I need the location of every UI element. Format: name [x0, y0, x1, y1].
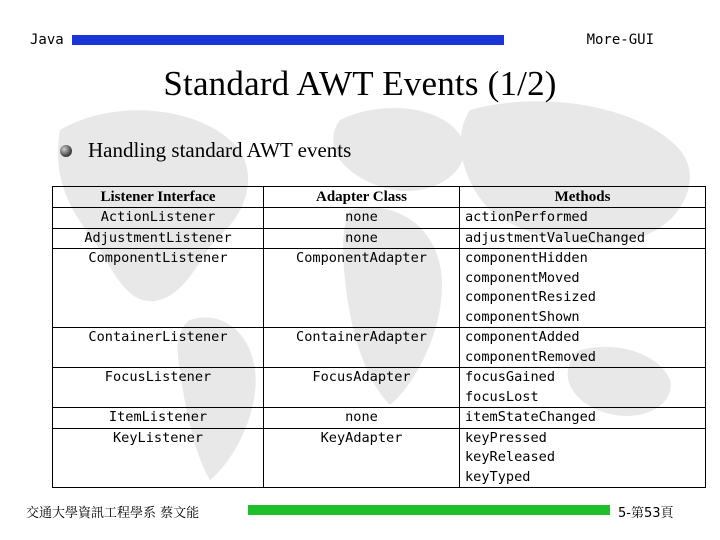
method-name: componentResized: [465, 289, 596, 305]
method-name: itemStateChanged: [465, 409, 596, 425]
listener-cell: ComponentListener: [53, 249, 264, 328]
adapter-cell: FocusAdapter: [264, 368, 460, 408]
adapter-cell: ContainerAdapter: [264, 328, 460, 368]
bullet-item: [60, 138, 351, 163]
header-adapter-class: Adapter Class: [264, 187, 460, 208]
adapter-cell: KeyAdapter: [264, 428, 460, 488]
adapter-cell: none: [264, 228, 460, 249]
header-bar: [72, 35, 504, 45]
header-methods: Methods: [460, 187, 706, 208]
method-name: keyReleased: [465, 449, 556, 465]
method-name: componentShown: [465, 308, 580, 325]
method-name: keyPressed: [465, 429, 547, 446]
listener-cell: KeyListener: [53, 428, 264, 488]
header-course-label: Java: [30, 32, 64, 48]
listener-cell: AdjustmentListener: [53, 228, 264, 249]
method-name: componentRemoved: [465, 348, 596, 365]
table-row: [53, 328, 706, 368]
method-name: focusLost: [465, 388, 539, 405]
method-name: actionPerformed: [465, 209, 588, 225]
adapter-cell: none: [264, 208, 460, 229]
methods-cell: [460, 428, 706, 488]
footer-bar: [248, 505, 610, 515]
table-header-row: [53, 187, 706, 208]
methods-cell: [460, 368, 706, 408]
method-name: componentHidden: [465, 250, 588, 266]
methods-cell: [460, 408, 706, 429]
table-row: [53, 368, 706, 408]
methods-cell: [460, 249, 706, 328]
listener-cell: ActionListener: [53, 208, 264, 229]
methods-cell: [460, 208, 706, 229]
methods-cell: [460, 328, 706, 368]
footer-page-number: 5-第53頁: [618, 506, 674, 521]
adapter-cell: none: [264, 408, 460, 429]
adapter-cell: ComponentAdapter: [264, 249, 460, 328]
bullet-icon: [60, 145, 72, 157]
header-listener-interface: Listener Interface: [53, 187, 264, 208]
listener-cell: ContainerListener: [53, 328, 264, 368]
table-row: [53, 249, 706, 328]
bullet-text: Handling standard AWT events: [88, 138, 352, 162]
footer-author: 交通大學資訊工程學系 蔡文能: [26, 506, 200, 521]
table-row: [53, 428, 706, 488]
table-row: [53, 408, 706, 429]
table-row: [53, 228, 706, 249]
method-name: keyTyped: [465, 468, 531, 485]
listener-cell: ItemListener: [53, 408, 264, 429]
awt-events-table: [52, 186, 706, 488]
header-topic-label: More-GUI: [586, 32, 654, 48]
slide-title: Standard AWT Events (1/2): [163, 64, 557, 103]
method-name: componentAdded: [465, 329, 580, 345]
method-name: adjustmentValueChanged: [465, 229, 646, 246]
methods-cell: [460, 228, 706, 249]
method-name: focusGained: [465, 369, 556, 385]
table-row: [53, 208, 706, 229]
method-name: componentMoved: [465, 269, 580, 286]
listener-cell: FocusListener: [53, 368, 264, 408]
